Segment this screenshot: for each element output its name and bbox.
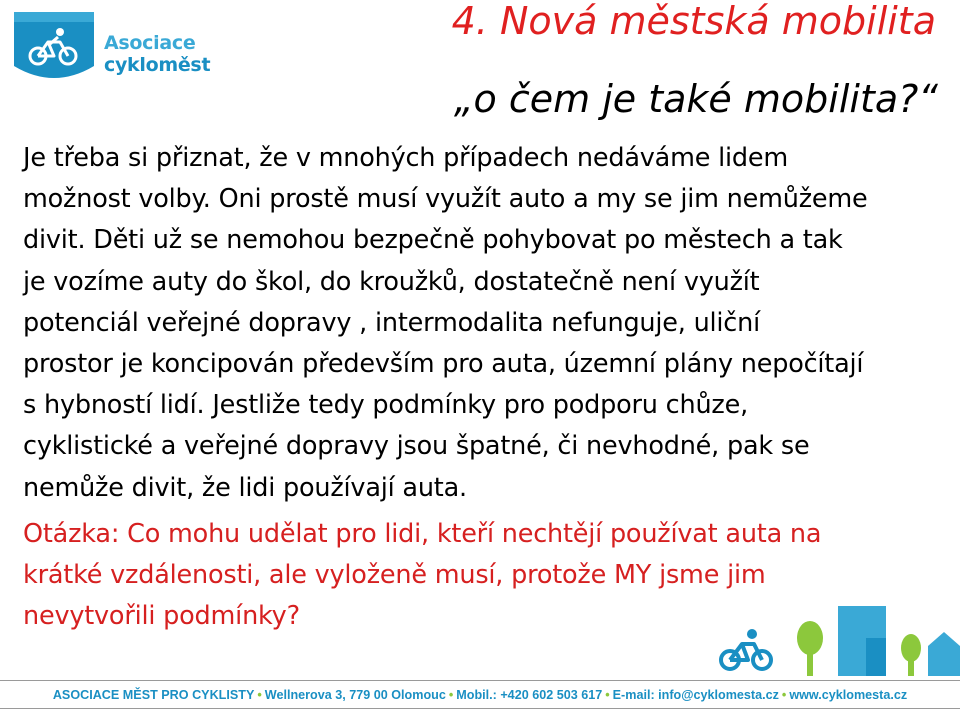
footer-email[interactable]: E-mail: info@cyklomesta.cz <box>612 688 779 702</box>
body-paragraph <box>23 138 953 509</box>
footer-web[interactable]: www.cyklomesta.cz <box>789 688 908 702</box>
slide-subtitle: „o čem je také mobilita?“ <box>453 77 938 121</box>
body-line: prostor je koncipován především pro auta, územní plány nepočítají <box>23 349 864 380</box>
logo-line-2: cykloměst <box>104 54 211 76</box>
body-line: možnost volby. Oni prostě musí využít auto a my se jim nemůžeme <box>23 184 868 215</box>
body-line: je vozíme auty do škol, do kroužků, dostatečně není využít <box>23 266 760 297</box>
body-line: cyklistické a veřejné dopravy jsou špatné, či nevhodné, pak se <box>23 431 810 462</box>
city-decoration-icon <box>718 598 960 678</box>
footer-separator: • <box>257 688 262 702</box>
footer-phone: Mobil.: +420 602 503 617 <box>456 688 603 702</box>
body-line: divit. Děti už se nemohou bezpečně pohybovat po městech a tak <box>23 225 843 256</box>
body-line: potenciál veřejné dopravy , intermodalita nefunguje, uliční <box>23 307 760 338</box>
body-line: Je třeba si přiznat, že v mnohých případech nedáváme lidem <box>23 143 789 173</box>
footer-contact-bar <box>0 684 960 706</box>
footer-divider-bottom <box>0 708 960 709</box>
body-line: s hybností lidí. Jestliže tedy podmínky pro podporu chůze, <box>23 390 748 421</box>
logo-wordmark <box>104 32 210 76</box>
question-line: krátké vzdálenosti, ale vyloženě musí, protože MY jsme jim <box>23 560 766 591</box>
footer-address: Wellnerova 3, 779 00 Olomouc <box>264 688 446 702</box>
footer-separator: • <box>605 688 610 702</box>
logo <box>8 8 211 88</box>
footer-divider-top <box>0 680 960 681</box>
question-line: Otázka: Co mohu udělat pro lidi, kteří nechtějí používat auta na <box>23 519 822 549</box>
footer-org: ASOCIACE MĚST PRO CYKLISTY <box>52 688 255 702</box>
logo-line-1: Asociace <box>104 32 196 54</box>
slide-title: 4. Nová městská mobilita <box>451 0 936 43</box>
question-line: nevytvořili podmínky? <box>23 601 300 632</box>
cyclist-shield-icon <box>8 8 100 88</box>
footer-separator: • <box>781 688 787 702</box>
footer-separator: • <box>448 688 454 702</box>
body-line: nemůže divit, že lidi používají auta. <box>23 472 467 503</box>
